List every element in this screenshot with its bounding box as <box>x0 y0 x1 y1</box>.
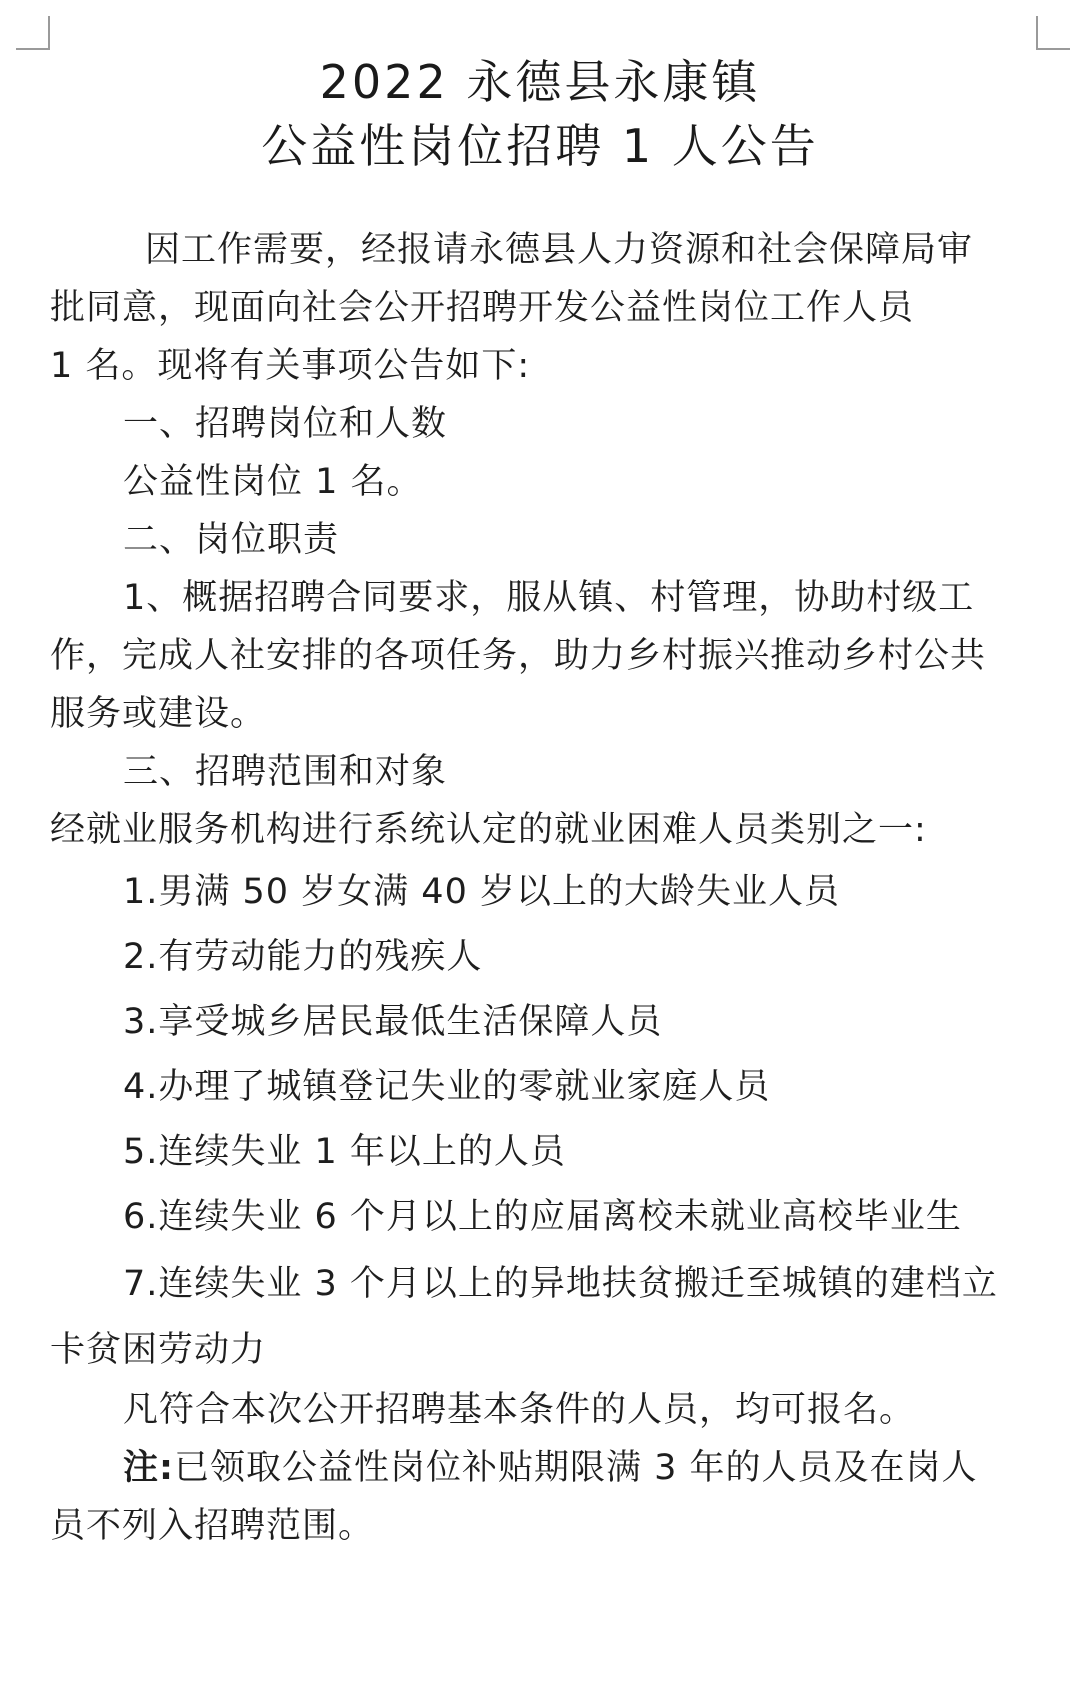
list-item: 4.办理了城镇登记失业的零就业家庭人员 <box>123 1067 771 1107</box>
note-text: 已领取公益性岗位补贴期限满 3 年的人员及在岗人 <box>174 1448 978 1488</box>
section-1-heading: 一、招聘岗位和人数 <box>123 404 448 444</box>
section-2-body-line-2: 作，完成人社安排的各项任务，助力乡村振兴推动乡村公共 <box>50 636 987 676</box>
intro-line-1: 因工作需要，经报请永德县人力资源和社会保障局审 <box>145 230 974 270</box>
list-item: 5.连续失业 1 年以上的人员 <box>123 1132 566 1172</box>
list-item: 7.连续失业 3 个月以上的异地扶贫搬迁至城镇的建档立 <box>123 1264 998 1304</box>
note-line-1 <box>123 1444 1040 1492</box>
intro-line-3: 1 名。现将有关事项公告如下: <box>50 346 531 386</box>
list-item: 2.有劳动能力的残疾人 <box>123 937 483 977</box>
list-item: 3.享受城乡居民最低生活保障人员 <box>123 1002 663 1042</box>
note-line-2: 员不列入招聘范围。 <box>50 1506 375 1546</box>
page-corner-mark-left <box>16 16 50 50</box>
section-3-lead: 经就业服务机构进行系统认定的就业困难人员类别之一: <box>50 810 927 850</box>
section-2-body-line-3: 服务或建设。 <box>50 694 267 734</box>
page-corner-mark-right <box>1036 16 1070 50</box>
section-2-body-line-1: 1、概据招聘合同要求，服从镇、村管理，协助村级工 <box>123 578 975 618</box>
list-item-continuation: 卡贫困劳动力 <box>50 1330 267 1370</box>
list-item: 6.连续失业 6 个月以上的应届离校未就业高校毕业生 <box>123 1197 962 1237</box>
list-item: 1.男满 50 岁女满 40 岁以上的大龄失业人员 <box>123 872 840 912</box>
section-3-heading: 三、招聘范围和对象 <box>123 752 448 792</box>
document-title-line-1: 2022 永德县永康镇 <box>319 55 761 109</box>
document-title-line-2: 公益性岗位招聘 1 人公告 <box>261 119 819 173</box>
eligibility-statement: 凡符合本次公开招聘基本条件的人员，均可报名。 <box>123 1390 916 1430</box>
note-label: 注: <box>123 1448 174 1488</box>
section-2-heading: 二、岗位职责 <box>123 520 340 560</box>
intro-line-2: 批同意，现面向社会公开招聘开发公益性岗位工作人员 <box>50 288 915 328</box>
section-1-body: 公益性岗位 1 名。 <box>123 462 423 502</box>
